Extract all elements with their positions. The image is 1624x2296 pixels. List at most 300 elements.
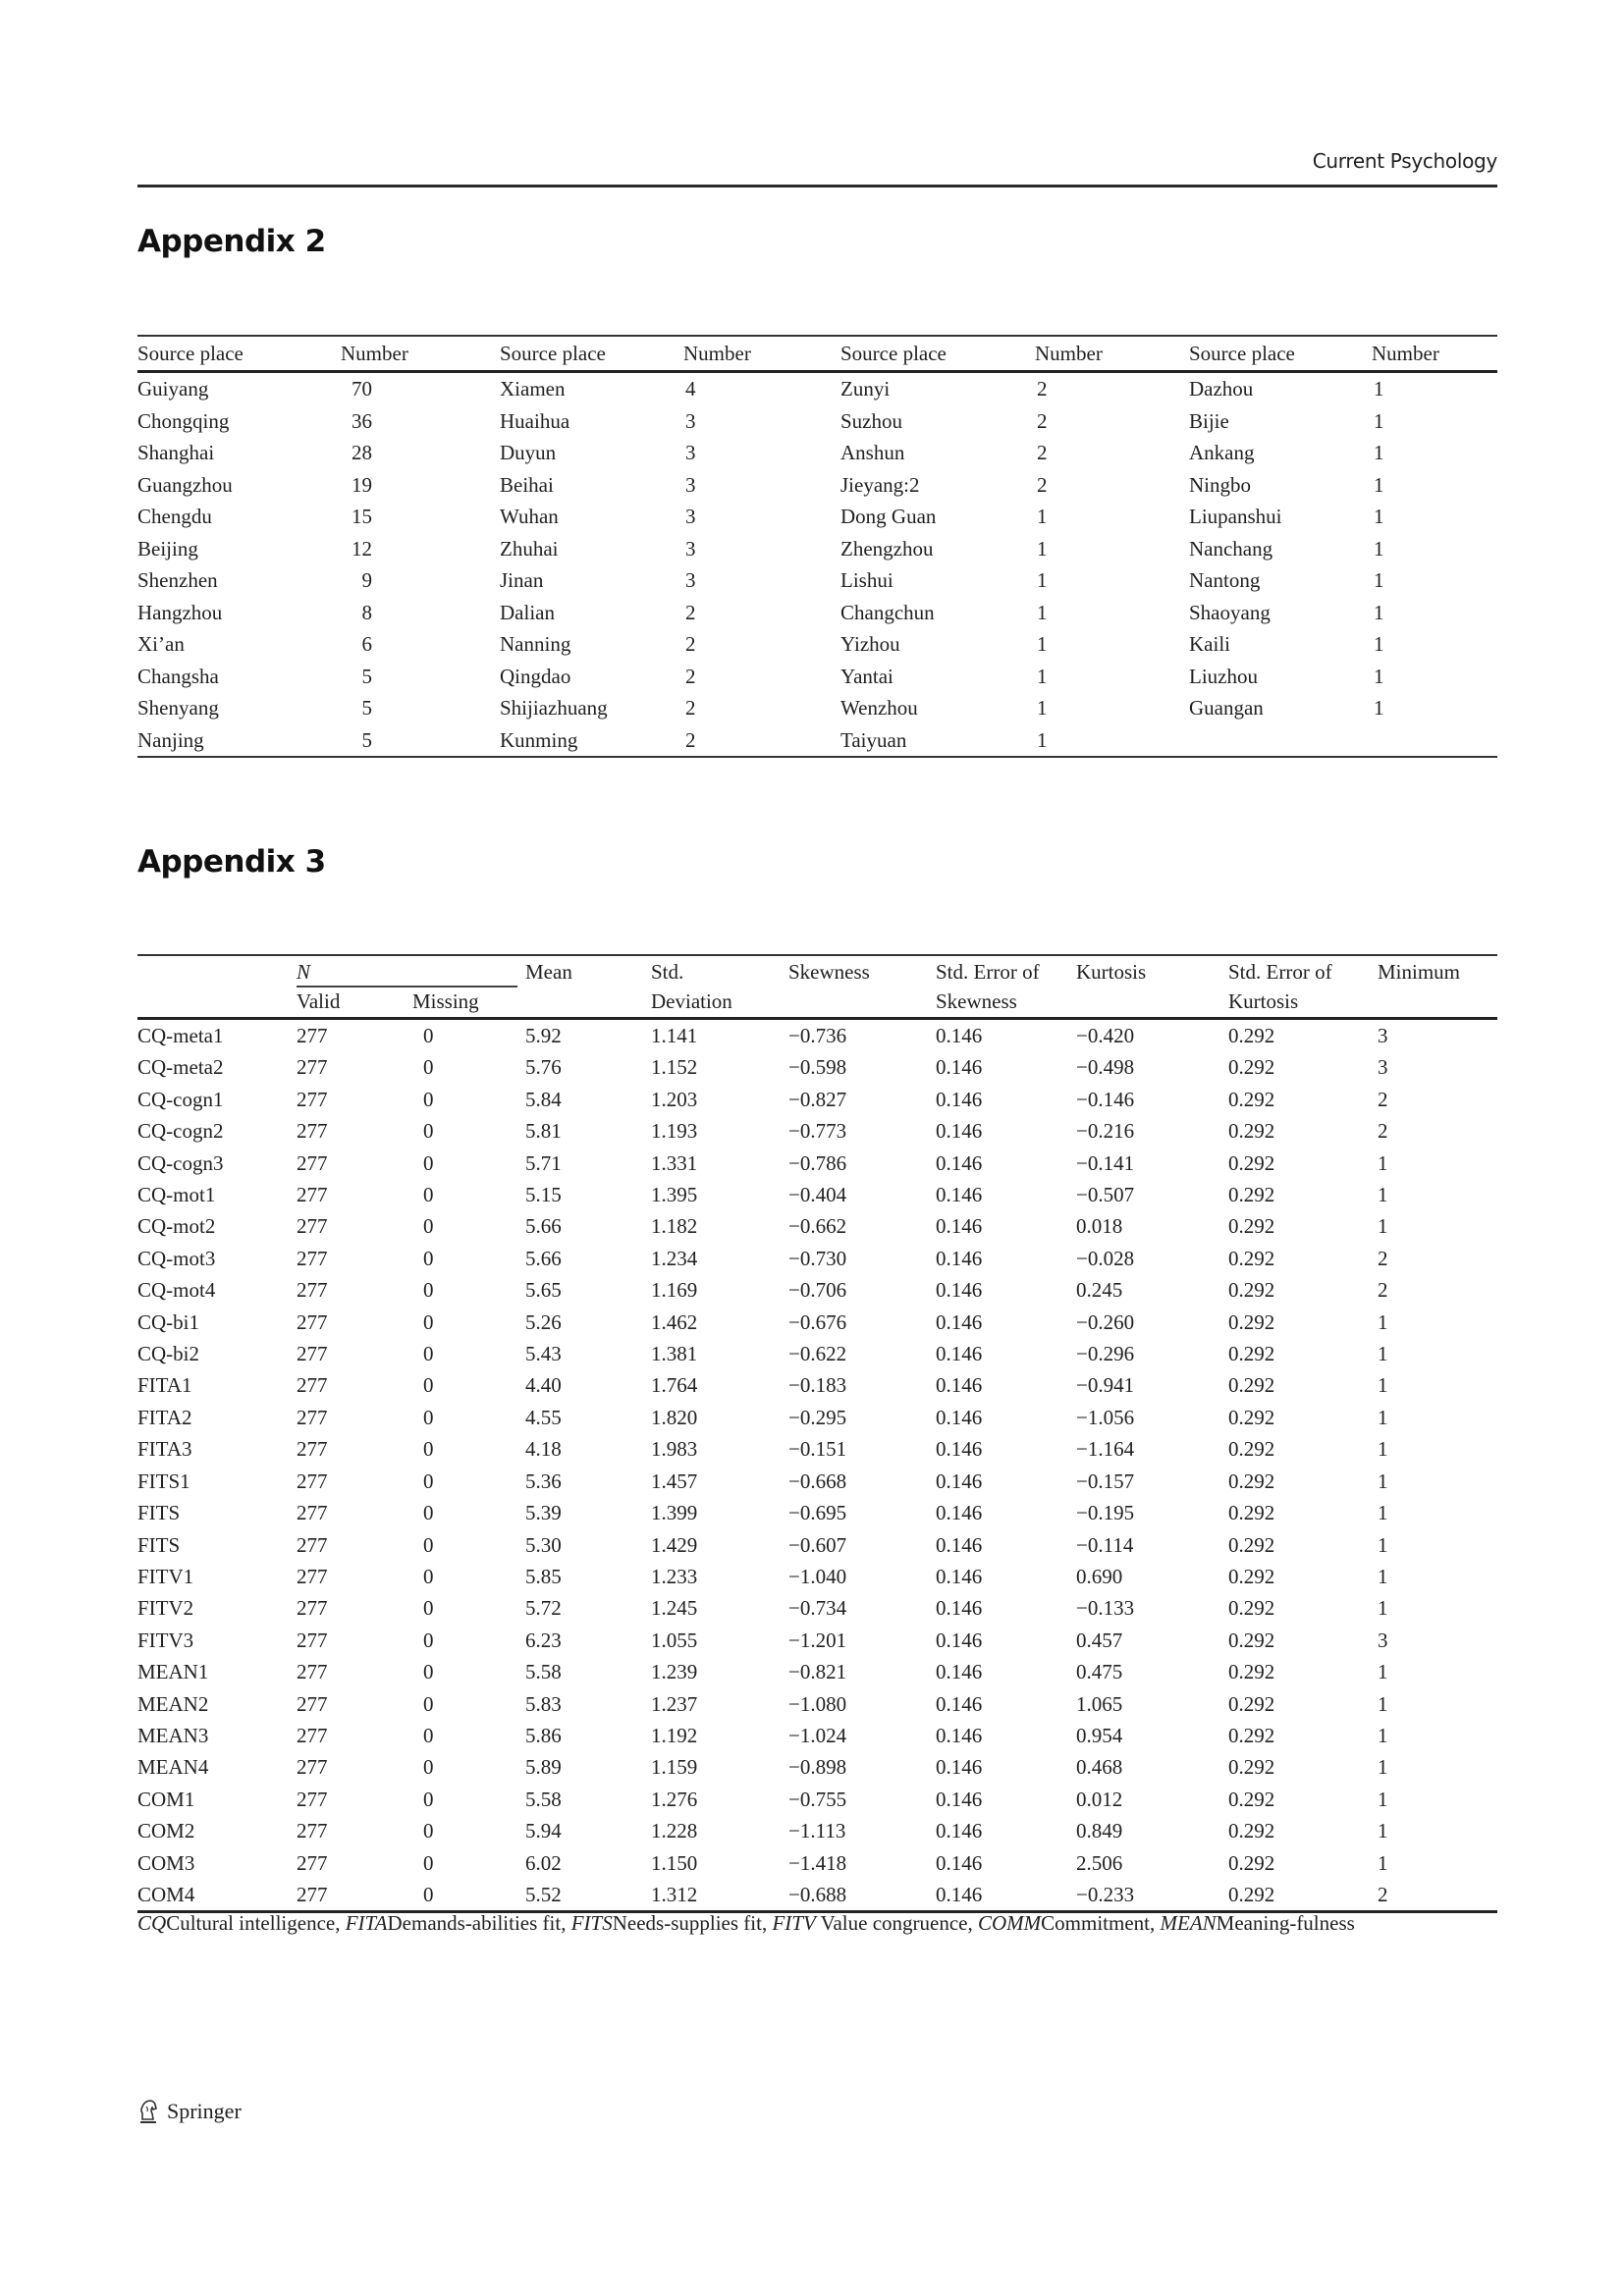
cell-missing: 0 <box>423 1723 434 1747</box>
cell-se-kurtosis: 0.292 <box>1228 1437 1275 1462</box>
cell-mean: 5.36 <box>525 1468 562 1493</box>
header-se-kurtosis-2: Kurtosis <box>1228 988 1378 1019</box>
cell-valid: 277 <box>297 1501 328 1525</box>
cell-kurtosis: 0.245 <box>1076 1278 1123 1303</box>
cell-kurtosis: 0.690 <box>1076 1564 1123 1588</box>
cell-kurtosis: −0.296 <box>1076 1342 1135 1366</box>
cell-missing: 0 <box>423 1819 434 1843</box>
cell-source-place: Nanning <box>500 632 571 656</box>
cell-valid: 277 <box>297 1787 328 1811</box>
table-row <box>137 372 1497 405</box>
cell-kurtosis: −0.420 <box>1076 1024 1135 1047</box>
cell-source-place: Liuzhou <box>1189 664 1258 688</box>
cell-mean: 5.94 <box>525 1819 562 1843</box>
publisher-mark <box>137 2099 242 2124</box>
cell-source-place: Bijie <box>1189 408 1229 433</box>
cell-kurtosis: −0.233 <box>1076 1879 1228 1912</box>
cell-se-kurtosis: 0.292 <box>1228 1691 1275 1716</box>
cell-number: 2 <box>1037 441 1048 464</box>
cell-number: 2 <box>1037 377 1048 400</box>
cell-missing: 0 <box>423 1596 434 1621</box>
table-row <box>137 1115 1497 1147</box>
header-missing: Missing <box>412 988 525 1019</box>
cell-valid: 277 <box>297 1755 328 1780</box>
cell-number: 5 <box>361 664 372 688</box>
cell-variable: COM1 <box>137 1787 195 1811</box>
cell-minimum: 1 <box>1378 1787 1388 1811</box>
cell-source-place: Wuhan <box>500 505 559 528</box>
cell-number <box>1372 724 1497 758</box>
footnote-definition: Value congruence, <box>815 1911 978 1935</box>
footnote-abbreviation: COMM <box>978 1911 1042 1935</box>
appendix-3-title: Appendix 3 <box>137 844 326 880</box>
cell-mean: 5.43 <box>525 1342 562 1366</box>
cell-variable: CQ-mot4 <box>137 1278 216 1303</box>
cell-source-place: Zhengzhou <box>840 536 934 561</box>
cell-skewness: −0.662 <box>788 1214 847 1239</box>
cell-minimum: 1 <box>1378 1183 1388 1207</box>
cell-missing: 0 <box>423 1437 434 1462</box>
footnote-abbreviation: CQ <box>137 1911 167 1935</box>
cell-se-kurtosis: 0.292 <box>1228 1660 1275 1684</box>
cell-kurtosis: −0.260 <box>1076 1309 1135 1334</box>
table-row <box>137 628 1497 661</box>
cell-se-kurtosis: 0.292 <box>1228 1214 1275 1239</box>
cell-se-skewness: 0.146 <box>936 1309 983 1334</box>
cell-number: 1 <box>1374 441 1384 464</box>
cell-source-place: Chongqing <box>137 408 230 433</box>
cell-skewness: −1.113 <box>788 1819 846 1843</box>
cell-std-deviation: 1.276 <box>651 1787 698 1811</box>
cell-missing: 0 <box>423 1564 434 1588</box>
cell-minimum: 1 <box>1378 1309 1388 1334</box>
cell-std-deviation: 1.820 <box>651 1405 698 1429</box>
cell-mean: 5.39 <box>525 1501 562 1525</box>
cell-source-place: Taiyuan <box>840 727 907 752</box>
header-number: Number <box>1372 336 1497 372</box>
cell-valid: 277 <box>297 1024 328 1047</box>
cell-se-skewness: 0.146 <box>936 1879 1076 1912</box>
cell-kurtosis: −0.114 <box>1076 1532 1134 1557</box>
table-row <box>137 501 1497 533</box>
header-std-deviation-1: Std. <box>651 960 684 984</box>
cell-number: 1 <box>1374 408 1384 433</box>
cell-source-place: Liupanshui <box>1189 505 1282 528</box>
cell-std-deviation: 1.462 <box>651 1309 698 1334</box>
cell-variable: MEAN3 <box>137 1723 209 1747</box>
cell-std-deviation: 1.192 <box>651 1723 698 1747</box>
cell-missing: 0 <box>423 1246 434 1270</box>
cell-kurtosis: 0.018 <box>1076 1214 1123 1239</box>
cell-std-deviation: 1.381 <box>651 1342 698 1366</box>
cell-std-deviation: 1.983 <box>651 1437 698 1462</box>
cell-number: 1 <box>1374 568 1384 592</box>
cell-source-place: Changsha <box>137 664 219 688</box>
cell-kurtosis: 0.954 <box>1076 1723 1123 1747</box>
cell-valid: 277 <box>297 1150 328 1175</box>
cell-number: 3 <box>685 505 696 528</box>
cell-source-place: Shenzhen <box>137 568 218 592</box>
header-number: Number <box>1035 336 1189 372</box>
cell-number: 28 <box>352 441 372 464</box>
cell-valid: 277 <box>297 1183 328 1207</box>
cell-se-kurtosis: 0.292 <box>1228 1373 1275 1398</box>
cell-skewness: −0.622 <box>788 1342 847 1366</box>
cell-mean: 5.86 <box>525 1723 562 1747</box>
cell-std-deviation: 1.395 <box>651 1183 698 1207</box>
cell-number: 1 <box>1037 696 1048 720</box>
cell-se-kurtosis: 0.292 <box>1228 1405 1275 1429</box>
footnote-definition: Cultural intelligence, <box>166 1911 346 1935</box>
cell-missing: 0 <box>423 1183 434 1207</box>
cell-number: 9 <box>361 568 372 592</box>
cell-missing: 0 <box>423 1787 434 1811</box>
cell-kurtosis: −1.056 <box>1076 1405 1135 1429</box>
cell-source-place: Wenzhou <box>840 696 918 720</box>
cell-se-kurtosis: 0.292 <box>1228 1879 1378 1912</box>
cell-minimum: 1 <box>1378 1691 1388 1716</box>
table-row <box>137 1847 1497 1879</box>
cell-skewness: −0.668 <box>788 1468 847 1493</box>
cell-source-place: Beihai <box>500 472 554 497</box>
cell-minimum: 2 <box>1378 1278 1388 1303</box>
table-subheader-row <box>137 988 1497 1019</box>
cell-missing: 0 <box>423 1405 434 1429</box>
table-row <box>137 1243 1497 1274</box>
cell-mean: 5.66 <box>525 1246 562 1270</box>
cell-se-kurtosis: 0.292 <box>1228 1787 1275 1811</box>
cell-std-deviation: 1.228 <box>651 1819 698 1843</box>
cell-number: 70 <box>352 377 372 400</box>
header-source-place: Source place <box>137 336 341 372</box>
cell-skewness: −1.040 <box>788 1564 847 1588</box>
cell-number: 1 <box>1037 727 1048 752</box>
header-blank <box>137 988 297 1019</box>
source-place-table <box>137 335 1497 758</box>
cell-se-skewness: 0.146 <box>936 1532 983 1557</box>
cell-mean: 5.71 <box>525 1150 562 1175</box>
cell-kurtosis: −0.195 <box>1076 1501 1135 1525</box>
cell-missing: 0 <box>423 1468 434 1493</box>
cell-source-place: Nanchang <box>1189 536 1273 561</box>
cell-minimum: 1 <box>1378 1437 1388 1462</box>
cell-std-deviation: 1.764 <box>651 1373 698 1398</box>
cell-skewness: −0.730 <box>788 1246 847 1270</box>
cell-kurtosis: 2.506 <box>1076 1850 1123 1875</box>
cell-source-place: Suzhou <box>840 408 902 433</box>
table-row <box>137 564 1497 597</box>
cell-se-skewness: 0.146 <box>936 1373 983 1398</box>
cell-skewness: −0.607 <box>788 1532 847 1557</box>
cell-source-place: Shenyang <box>137 696 219 720</box>
cell-valid: 277 <box>297 1850 328 1875</box>
cell-variable: CQ-mot3 <box>137 1246 216 1270</box>
cell-number: 2 <box>1037 408 1048 433</box>
cell-se-kurtosis: 0.292 <box>1228 1278 1275 1303</box>
cell-minimum: 1 <box>1378 1564 1388 1588</box>
footnote-abbreviation: MEAN <box>1160 1911 1217 1935</box>
cell-variable: COM4 <box>137 1879 297 1912</box>
table-row <box>137 1625 1497 1656</box>
table-row <box>137 1338 1497 1369</box>
cell-number: 12 <box>352 536 372 561</box>
cell-number: 3 <box>685 472 696 497</box>
cell-se-skewness: 0.146 <box>936 1468 983 1493</box>
cell-minimum: 2 <box>1378 1246 1388 1270</box>
cell-variable: FITS1 <box>137 1468 190 1493</box>
cell-std-deviation: 1.331 <box>651 1150 698 1175</box>
cell-number: 1 <box>1374 600 1384 624</box>
cell-source-place: Yizhou <box>840 632 900 656</box>
cell-minimum: 1 <box>1378 1214 1388 1239</box>
cell-kurtosis: −0.146 <box>1076 1087 1135 1111</box>
table-row <box>137 1720 1497 1751</box>
cell-number: 1 <box>1037 664 1048 688</box>
cell-se-skewness: 0.146 <box>936 1119 983 1144</box>
cell-skewness: −0.688 <box>788 1879 936 1912</box>
table-header-row <box>137 336 1497 372</box>
table-footnote <box>137 1909 1497 1937</box>
table-row <box>137 1307 1497 1338</box>
table-row <box>137 1433 1497 1465</box>
cell-se-kurtosis: 0.292 <box>1228 1309 1275 1334</box>
table-row <box>137 1402 1497 1433</box>
cell-source-place: Guangan <box>1189 696 1264 720</box>
cell-se-kurtosis: 0.292 <box>1228 1723 1275 1747</box>
cell-mean: 5.15 <box>525 1183 562 1207</box>
cell-missing: 0 <box>423 1087 434 1111</box>
header-blank <box>1378 988 1497 1019</box>
table-row <box>137 1369 1497 1401</box>
cell-std-deviation: 1.429 <box>651 1532 698 1557</box>
cell-number: 1 <box>1374 664 1384 688</box>
cell-number: 19 <box>352 472 372 497</box>
cell-number: 8 <box>361 600 372 624</box>
cell-mean: 4.55 <box>525 1405 562 1429</box>
cell-number: 1 <box>1374 632 1384 656</box>
cell-skewness: −0.151 <box>788 1437 847 1462</box>
cell-number: 2 <box>685 632 696 656</box>
cell-source-place: Hangzhou <box>137 600 223 624</box>
cell-number: 1 <box>1037 505 1048 528</box>
cell-se-skewness: 0.146 <box>936 1564 983 1588</box>
cell-std-deviation: 1.457 <box>651 1468 698 1493</box>
cell-mean: 5.58 <box>525 1660 562 1684</box>
cell-number: 5 <box>361 727 372 752</box>
cell-mean: 5.52 <box>525 1879 651 1912</box>
cell-missing: 0 <box>423 1660 434 1684</box>
cell-se-skewness: 0.146 <box>936 1628 983 1652</box>
header-number: Number <box>341 336 500 372</box>
cell-se-kurtosis: 0.292 <box>1228 1246 1275 1270</box>
cell-se-skewness: 0.146 <box>936 1342 983 1366</box>
cell-skewness: −1.201 <box>788 1628 847 1652</box>
table-row <box>137 724 1497 758</box>
cell-minimum: 3 <box>1378 1055 1388 1080</box>
cell-minimum: 1 <box>1378 1532 1388 1557</box>
cell-missing: 0 <box>423 1755 434 1780</box>
cell-valid: 277 <box>297 1214 328 1239</box>
table-row <box>137 1210 1497 1242</box>
cell-missing: 0 <box>423 1342 434 1366</box>
cell-skewness: −0.598 <box>788 1055 847 1080</box>
cell-skewness: −1.024 <box>788 1723 847 1747</box>
cell-source-place: Yantai <box>840 664 893 688</box>
cell-valid: 277 <box>297 1532 328 1557</box>
cell-skewness: −0.898 <box>788 1755 847 1780</box>
cell-se-kurtosis: 0.292 <box>1228 1501 1275 1525</box>
cell-variable: FITA3 <box>137 1437 192 1462</box>
cell-minimum: 1 <box>1378 1373 1388 1398</box>
cell-source-place: Huaihua <box>500 408 570 433</box>
cell-number: 15 <box>352 505 372 528</box>
cell-kurtosis: −0.216 <box>1076 1119 1135 1144</box>
cell-number: 1 <box>1037 632 1048 656</box>
cell-se-kurtosis: 0.292 <box>1228 1119 1275 1144</box>
cell-number: 1 <box>1037 600 1048 624</box>
header-kurtosis: Kurtosis <box>1076 960 1147 984</box>
cell-minimum: 1 <box>1378 1501 1388 1525</box>
cell-kurtosis: 0.475 <box>1076 1660 1123 1684</box>
cell-minimum: 1 <box>1378 1660 1388 1684</box>
cell-skewness: −0.734 <box>788 1596 847 1621</box>
cell-mean: 4.18 <box>525 1437 562 1462</box>
cell-std-deviation: 1.141 <box>651 1024 698 1047</box>
table-row <box>137 405 1497 438</box>
cell-std-deviation: 1.055 <box>651 1628 698 1652</box>
cell-skewness: −0.755 <box>788 1787 847 1811</box>
cell-variable: MEAN4 <box>137 1755 209 1780</box>
cell-minimum: 1 <box>1378 1342 1388 1366</box>
cell-se-skewness: 0.146 <box>936 1214 983 1239</box>
cell-source-place: Xiamen <box>500 377 566 400</box>
cell-se-skewness: 0.146 <box>936 1660 983 1684</box>
cell-variable: CQ-mot1 <box>137 1183 216 1207</box>
cell-variable: MEAN2 <box>137 1691 209 1716</box>
cell-skewness: −0.295 <box>788 1405 847 1429</box>
cell-source-place: Shijiazhuang <box>500 696 608 720</box>
cell-skewness: −0.821 <box>788 1660 847 1684</box>
cell-number: 3 <box>685 441 696 464</box>
header-se-skewness-2: Skewness <box>936 988 1076 1019</box>
cell-missing: 0 <box>412 1879 525 1912</box>
table-row <box>137 1274 1497 1306</box>
footnote-definition: Needs-supplies fit, <box>612 1911 773 1935</box>
cell-number: 1 <box>1374 472 1384 497</box>
cell-kurtosis: −0.498 <box>1076 1055 1135 1080</box>
cell-std-deviation: 1.159 <box>651 1755 698 1780</box>
cell-valid: 277 <box>297 1468 328 1493</box>
cell-missing: 0 <box>423 1119 434 1144</box>
cell-valid: 277 <box>297 1405 328 1429</box>
cell-skewness: −0.773 <box>788 1119 847 1144</box>
cell-valid: 277 <box>297 1309 328 1334</box>
table-row <box>137 1561 1497 1592</box>
cell-kurtosis: −0.141 <box>1076 1150 1135 1175</box>
cell-minimum: 1 <box>1378 1723 1388 1747</box>
cell-source-place: Guiyang <box>137 377 209 400</box>
header-source-place: Source place <box>500 336 683 372</box>
cell-number: 6 <box>361 632 372 656</box>
footnote-abbreviation: FITS <box>570 1911 613 1935</box>
cell-se-skewness: 0.146 <box>936 1087 983 1111</box>
cell-variable: CQ-mot2 <box>137 1214 216 1239</box>
cell-kurtosis: −0.028 <box>1076 1246 1135 1270</box>
header-skewness: Skewness <box>788 960 870 984</box>
cell-valid: 277 <box>297 1278 328 1303</box>
cell-std-deviation: 1.239 <box>651 1660 698 1684</box>
cell-se-kurtosis: 0.292 <box>1228 1150 1275 1175</box>
header-source-place: Source place <box>1189 336 1372 372</box>
cell-kurtosis: 1.065 <box>1076 1691 1123 1716</box>
cell-mean: 5.76 <box>525 1055 562 1080</box>
cell-mean: 6.23 <box>525 1628 562 1652</box>
cell-source-place: Dong Guan <box>840 505 937 528</box>
cell-se-skewness: 0.146 <box>936 1723 983 1747</box>
cell-mean: 5.89 <box>525 1755 562 1780</box>
header-valid: Valid <box>297 988 412 1019</box>
cell-number: 1 <box>1037 536 1048 561</box>
publisher-name: Springer <box>167 2099 242 2123</box>
table-row <box>137 1592 1497 1624</box>
cell-se-kurtosis: 0.292 <box>1228 1628 1275 1652</box>
header-rule <box>137 185 1497 187</box>
cell-minimum: 1 <box>1378 1468 1388 1493</box>
cell-valid: 277 <box>297 1596 328 1621</box>
cell-source-place: Dalian <box>500 600 555 624</box>
cell-skewness: −0.706 <box>788 1278 847 1303</box>
cell-number: 3 <box>685 408 696 433</box>
footnote-abbreviation: FITA <box>345 1911 388 1935</box>
table-row <box>137 1466 1497 1497</box>
cell-se-skewness: 0.146 <box>936 1278 983 1303</box>
cell-kurtosis: −1.164 <box>1076 1437 1135 1462</box>
cell-mean: 5.58 <box>525 1787 562 1811</box>
cell-variable: COM2 <box>137 1819 195 1843</box>
cell-missing: 0 <box>423 1373 434 1398</box>
cell-source-place: Chengdu <box>137 505 212 528</box>
cell-variable: CQ-cogn2 <box>137 1119 224 1144</box>
cell-skewness: −0.676 <box>788 1309 847 1334</box>
cell-number: 2 <box>685 664 696 688</box>
table-row <box>137 1656 1497 1687</box>
header-se-skewness-1: Std. Error of <box>936 960 1040 984</box>
cell-valid: 277 <box>297 1342 328 1366</box>
cell-mean: 5.26 <box>525 1309 562 1334</box>
cell-variable: CQ-bi1 <box>137 1309 199 1334</box>
cell-variable: CQ-cogn1 <box>137 1087 224 1111</box>
cell-number: 3 <box>685 536 696 561</box>
cell-se-kurtosis: 0.292 <box>1228 1024 1275 1047</box>
header-number: Number <box>683 336 840 372</box>
table-row <box>137 692 1497 724</box>
cell-minimum: 2 <box>1378 1119 1388 1144</box>
cell-se-skewness: 0.146 <box>936 1755 983 1780</box>
table-header-row <box>137 955 1497 988</box>
cell-mean: 6.02 <box>525 1850 562 1875</box>
cell-missing: 0 <box>423 1628 434 1652</box>
header-blank <box>1076 988 1228 1019</box>
cell-source-place: Ankang <box>1189 441 1255 464</box>
cell-source-place: Xi’an <box>137 632 185 656</box>
cell-se-kurtosis: 0.292 <box>1228 1596 1275 1621</box>
cell-source-place: Kaili <box>1189 632 1230 656</box>
cell-std-deviation: 1.150 <box>651 1850 698 1875</box>
header-std-deviation-2: Deviation <box>651 988 788 1019</box>
cell-variable: FITA1 <box>137 1373 192 1398</box>
cell-number: 2 <box>685 696 696 720</box>
cell-number: 2 <box>685 727 696 752</box>
